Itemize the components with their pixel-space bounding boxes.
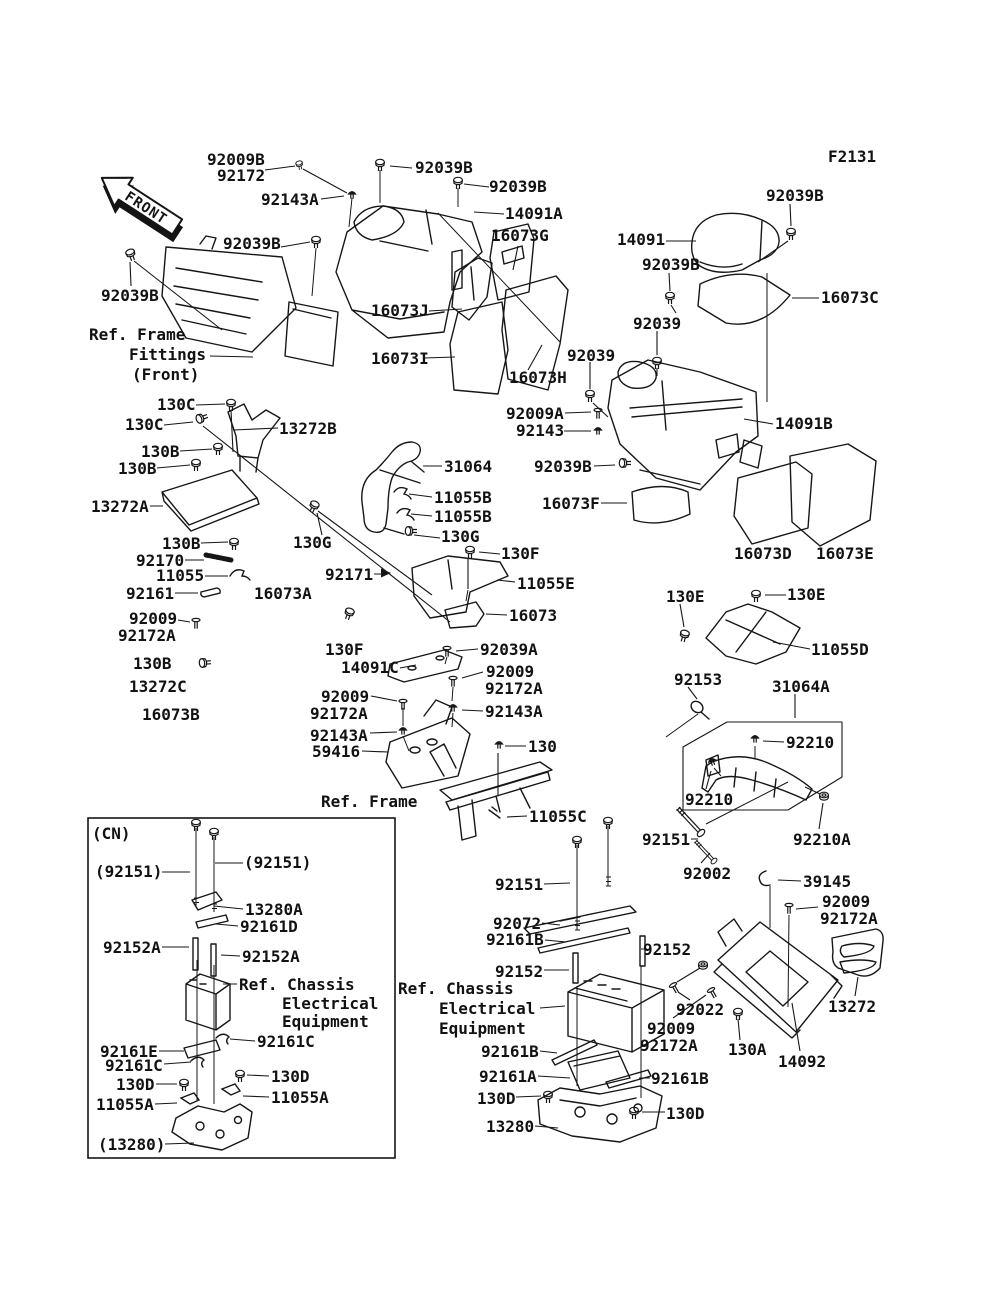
part-label: 92009B [207,150,265,169]
part-label: 92210A [793,830,851,849]
part-label: 130D [271,1067,310,1086]
part-label: 92161C [257,1032,315,1051]
part-label: 92039B [415,158,473,177]
part-label: 130C [157,395,196,414]
part-label: 92171 [325,565,374,584]
part-label: 92009 [822,892,871,911]
part-label: 130F [501,544,540,563]
part-label: 92039B [766,186,824,205]
part-label: 14091 [617,230,666,249]
part-label: 92039A [480,640,538,659]
part-label: 59416 [312,742,361,761]
part-label: 16073B [142,705,200,724]
part-label: 92009A [506,404,564,423]
part-label: 92161B [651,1069,709,1088]
part-label: 92039 [633,314,682,333]
part-label: 92172A [485,679,543,698]
part-label: Equipment [439,1019,526,1038]
part-label: (92151) [95,862,163,881]
part-label: 92009 [647,1019,696,1038]
part-label: Ref. Chassis [239,975,355,994]
part-label: 31064A [772,677,830,696]
part-label: 16073F [542,494,600,513]
part-label: 11055E [517,574,575,593]
part-label: 130D [666,1104,705,1123]
part-label: 16073 [509,606,558,625]
part-label: 92039 [567,346,616,365]
part-label: 31064 [444,457,493,476]
part-label: 92022 [676,1000,725,1019]
part-label: 13280A [245,900,303,919]
part-label: 92039B [534,457,592,476]
part-label: Electrical [439,999,536,1018]
part-label: 92072 [493,914,542,933]
front-arrow-text: FRONT [121,188,170,228]
part-label: Fittings [129,345,207,364]
part-label: 130D [477,1089,516,1108]
part-label: 92172A [820,909,878,928]
part-label: 13272 [828,997,877,1016]
part-label: 130 [528,737,557,756]
part-label: 92009 [321,687,370,706]
part-label: 11055A [271,1088,329,1107]
part-label: 92152A [242,947,300,966]
part-label: 39145 [803,872,852,891]
part-label: 130A [728,1040,767,1059]
part-label: 130E [666,587,705,606]
part-label: 130D [116,1075,155,1094]
part-label: 92009 [486,662,535,681]
part-label: (92151) [244,853,312,872]
part-label: 92153 [674,670,723,689]
part-label: 92002 [683,864,732,883]
part-label: 130B [118,459,157,478]
part-label: (Front) [132,365,200,384]
part-label: 16073J [371,301,429,320]
part-label: 14091B [775,414,833,433]
part-label: 130G [293,533,332,552]
part-label: 92143A [261,190,319,209]
part-label: Equipment [282,1012,369,1031]
part-label: 130B [162,534,201,553]
part-label: (13280) [98,1135,166,1154]
part-label: 92151 [495,875,544,894]
part-label: 92172 [217,166,266,185]
part-label: 92039B [489,177,547,196]
part-label: Ref. Frame [321,792,418,811]
part-label: 92152A [103,938,161,957]
part-label: 14091C [341,658,399,677]
part-label: 92172A [310,704,368,723]
part-label: 92161A [479,1067,537,1086]
part-label: 13272B [279,419,337,438]
part-label: 92152 [495,962,544,981]
part-label: 13272A [91,497,149,516]
part-label: 92210 [786,733,835,752]
part-label: 16073C [821,288,879,307]
part-label: 130B [133,654,172,673]
part-label: 11055B [434,488,492,507]
part-label: 16073E [816,544,874,563]
part-label: 14091A [505,204,563,223]
part-label: 16073D [734,544,792,563]
part-label: Ref. Frame [89,325,186,344]
part-label: 92152 [643,940,692,959]
part-label: 92039B [642,255,700,274]
part-label: 130E [787,585,826,604]
part-label: 11055A [96,1095,154,1114]
part-label: 16073I [371,349,429,368]
part-label: 92170 [136,551,185,570]
part-label: 16073H [509,368,567,387]
part-label: 92009 [129,609,178,628]
part-label: 130B [141,442,180,461]
part-label: (CN) [92,824,131,843]
part-label: 92039B [223,234,281,253]
part-label: 14092 [778,1052,827,1071]
part-label: F2131 [828,147,877,166]
part-label: 130G [441,527,480,546]
part-label: 92151 [642,830,691,849]
part-label: 130F [325,640,364,659]
part-label: 92143 [516,421,565,440]
part-label: 92161C [105,1056,163,1075]
part-label: 92143A [485,702,543,721]
part-label: 92161B [486,930,544,949]
part-label: 92161B [481,1042,539,1061]
part-label: 13280 [486,1117,535,1136]
part-label: 11055D [811,640,869,659]
part-label: 92210 [685,790,734,809]
part-label: 16073A [254,584,312,603]
part-label: Ref. Chassis [398,979,514,998]
part-label: 92143A [310,726,368,745]
part-label: 13272C [129,677,187,696]
part-label: 11055B [434,507,492,526]
part-label: 92161 [126,584,175,603]
part-label: 92172A [118,626,176,645]
part-label: 11055C [529,807,587,826]
part-label: 92161D [240,917,298,936]
part-label: 16073G [491,226,549,245]
part-label: 92161E [100,1042,158,1061]
part-label: Electrical [282,994,379,1013]
part-label: 11055 [156,566,205,585]
part-label: 92172A [640,1036,698,1055]
part-label: 92039B [101,286,159,305]
part-label: 130C [125,415,164,434]
